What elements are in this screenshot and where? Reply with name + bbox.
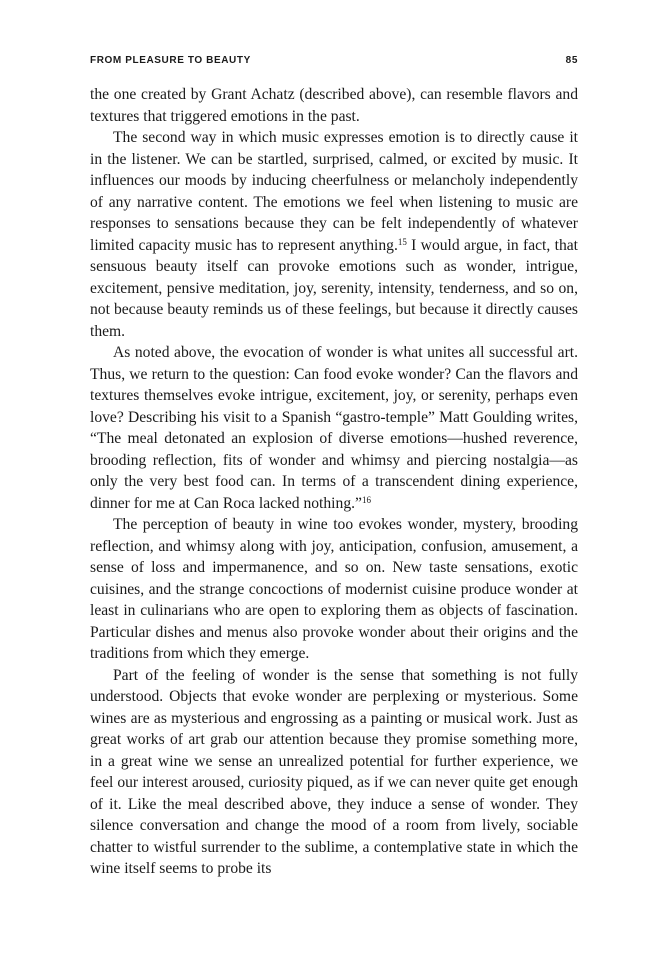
footnote-ref-15: 15 (397, 236, 407, 247)
paragraph-feeling-wonder: Part of the feeling of wonder is the sense that something is not fully understood. Objects that evoke wonder are perplexing or mysterious. Some wines are as mysterious and engrossing as a painting or musical work. Just as great works of art grab our attention because they promise something more, in a great wine we sense an unrealized potential for further experience, we feel our interest aroused, curiosity piqued, as if we can never quite get enough of it. Like the meal described above, they induce a sense of wonder. They silence conversation and change the mood of a room from lively, sociable chatter to wistful surrender to the sublime, a contemplative state in which the wine itself seems to probe its (90, 666, 578, 877)
running-head (90, 54, 578, 68)
paragraph-music-emotion (90, 127, 578, 342)
paragraph-wine-beauty: The perception of beauty in wine too evokes wonder, mystery, brooding reflection, and whimsy along with joy, anticipation, confusion, amusement, a sense of loss and impermanence, and so on. New taste sensations, exotic cuisines, and the strange concoctions of modernist cuisine produce wonder at least in culinarians who are open to exploring them as objects of fascination. Particular dishes and menus also provoke wonder about their origins and the traditions from which they emerge. (90, 516, 578, 662)
paragraph-text: The second way in which music expresses emotion is to directly cause it in the listener. We can be startled, surprised, calmed, or excited by music. It influences our moods by inducing cheerfulness or melancholy independently of any narrative content. The emotions we feel when listening to music are responses to sensations because they can be felt independently of whatever limited capacity music has to represent anything. (90, 129, 578, 254)
paragraph-text: As noted above, the evocation of wonder is what unites all successful art. Thus, we return to the question: Can food evoke wonder? Can the flavors and textures themselves evoke intrigue, excitement, joy, or serenity, perhaps even love? Describing his visit to a Spanish “gastro-temple” Matt Goulding writes, “The meal detonated an explosion of diverse emotions—hushed reverence, brooding reflection, fits of wonder and whimsy and piercing nostalgia—as only the very best food can. In terms of a transcendent dining experience, dinner for me at Can Roca lacked nothing.” (90, 344, 578, 512)
paragraph-text: I would argue, in fact, that sensuous beauty itself can provoke emotions such as wonder, intrigue, excitement, pensive meditation, joy, serenity, intensity, tenderness, and so on, not because beauty reminds us of these feelings, but because it directly causes them. (90, 236, 578, 340)
paragraph-continuation: the one created by Grant Achatz (described above), can resemble flavors and textures that triggered emotions in the past. (90, 86, 578, 125)
body-text (90, 84, 578, 880)
page-number: 85 (565, 55, 578, 66)
running-title: FROM PLEASURE TO BEAUTY (90, 55, 251, 66)
paragraph-food-wonder (90, 342, 578, 514)
footnote-ref-16: 16 (361, 494, 371, 505)
